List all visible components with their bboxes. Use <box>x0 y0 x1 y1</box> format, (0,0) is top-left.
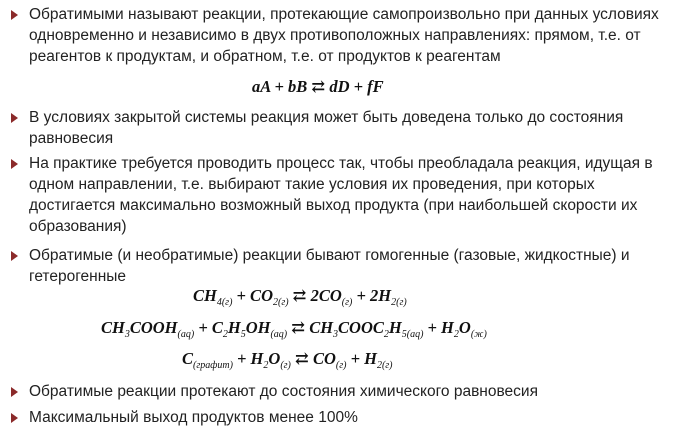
eq-part: H <box>388 318 402 337</box>
bullet-text <box>29 245 686 287</box>
eq-part: + H <box>232 349 264 368</box>
eq-part: H <box>227 318 241 337</box>
equilibrium-arrow-icon: ⇄ <box>311 77 326 96</box>
eq-sub: 5(aq) <box>401 329 424 340</box>
eq-part: COOC <box>338 318 384 337</box>
text-line: образования) <box>29 218 127 235</box>
eq-sub: 3 <box>333 329 339 340</box>
eq-part: + CO <box>232 286 273 305</box>
eq-part: C <box>182 349 194 368</box>
equilibrium-arrow-icon: ⇄ <box>287 318 310 337</box>
equation-graphite <box>182 348 393 376</box>
eq-part: + H <box>346 349 377 368</box>
eq-part: CH <box>309 318 334 337</box>
bullet-text <box>29 4 686 67</box>
eq-sub: (aq) <box>177 329 195 340</box>
eq-sub: 2(г) <box>272 297 289 308</box>
bullet-arrow-icon <box>11 10 18 20</box>
bullet-text <box>29 407 686 428</box>
eq-sub: (г) <box>341 297 353 308</box>
eq-sub: 2 <box>222 329 228 340</box>
eq-sub: (г) <box>221 297 233 308</box>
eq-part: + 2H <box>352 286 392 305</box>
bullet-arrow-icon <box>11 387 18 397</box>
text-line: Обратимыми называют реакции, протекающие самопроизвольно при данных условиях <box>29 6 659 23</box>
eq-sub: (г) <box>335 360 347 371</box>
equation-general <box>252 76 384 97</box>
bullet-arrow-icon <box>11 413 18 423</box>
equilibrium-arrow-icon: ⇄ <box>288 286 311 305</box>
text-line: Максимальный выход продуктов менее 100% <box>29 409 358 426</box>
bullet-text <box>29 107 686 149</box>
eq-sub: 2 <box>263 360 269 371</box>
eq-part: CH <box>101 318 125 337</box>
eq-sub: (графит) <box>193 360 233 371</box>
text-line: На практике требуется проводить процесс так, чтобы преобладала реакция, идущая в <box>29 155 653 172</box>
eq-sub: (aq) <box>270 329 288 340</box>
text-line: достигается максимально возможный выход продукта (при наибольшей скорости их <box>29 197 638 214</box>
eq-part: COOH <box>129 318 178 337</box>
eq-sub: 4 <box>216 297 222 308</box>
eq-sub: (г) <box>280 360 291 371</box>
equilibrium-arrow-icon: ⇄ <box>290 349 313 368</box>
equation-part: aA + bB <box>252 77 312 96</box>
bullet-arrow-icon <box>11 159 18 169</box>
eq-part: + H <box>423 318 454 337</box>
text-line: Обратимые (и необратимые) реакции бывают гомогенные (газовые, жидкостные) и <box>29 247 630 264</box>
bullet-text <box>29 153 686 237</box>
text-line: одном направлении, т.е. выбирают такие условия их проведения, при которых <box>29 176 595 193</box>
eq-part: CH <box>193 286 217 305</box>
eq-part: OH <box>245 318 271 337</box>
text-line: Обратимые реакции протекают до состояния химического равновесия <box>29 383 538 400</box>
equation-ester <box>101 317 487 345</box>
bullet-arrow-icon <box>11 113 18 123</box>
text-line: гетерогенные <box>29 268 127 285</box>
equation-part: dD + fF <box>325 77 384 96</box>
eq-sub: 5 <box>240 329 246 340</box>
text-line: В условиях закрытой системы реакция может быть доведена только до состояния <box>29 109 624 126</box>
eq-part: 2CO <box>310 286 342 305</box>
eq-sub: 2(г) <box>391 297 407 308</box>
eq-sub: (ж) <box>470 329 487 340</box>
eq-sub: 3 <box>124 329 130 340</box>
eq-sub: 2 <box>453 329 459 340</box>
text-line: равновесия <box>29 130 114 147</box>
eq-part: O <box>268 349 281 368</box>
eq-sub: 2 <box>383 329 389 340</box>
text-line: одновременно и независимо в двух противоположных направлениях: прямом, т.е. от <box>29 27 641 44</box>
text-line: реагентов к продуктам, и обратном, т.е. от продуктов к реагентам <box>29 48 501 65</box>
eq-sub: 2(г) <box>376 360 393 371</box>
bullet-arrow-icon <box>11 251 18 261</box>
eq-part: + C <box>194 318 223 337</box>
bullet-text <box>29 381 686 402</box>
eq-part: CO <box>312 349 336 368</box>
equation-methane <box>193 285 407 313</box>
eq-part: O <box>458 318 471 337</box>
